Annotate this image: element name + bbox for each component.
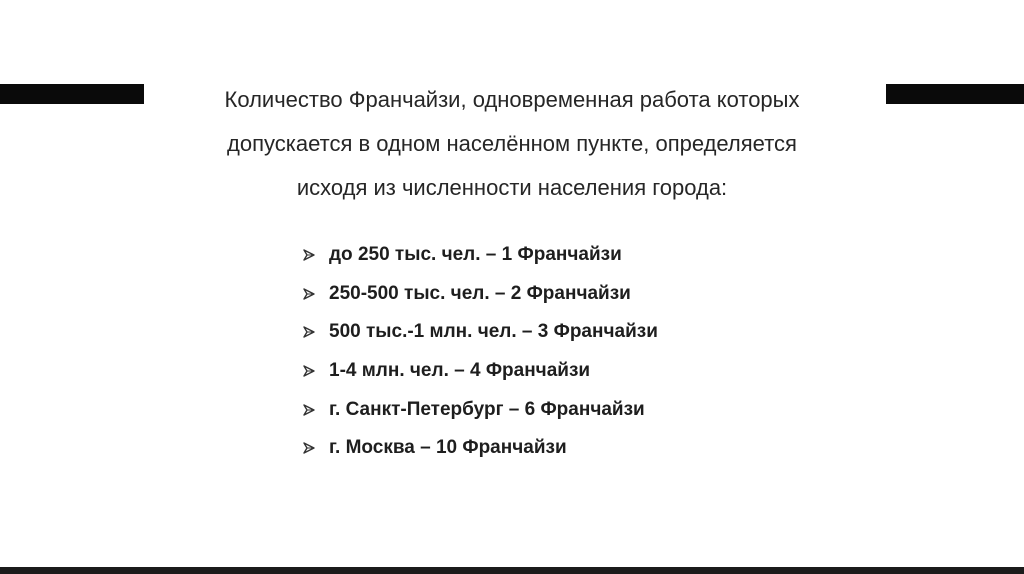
right-accent-bar: [886, 84, 1024, 104]
intro-paragraph: [160, 78, 864, 210]
arrow-bullet-icon: [300, 361, 320, 381]
list-item-text: г. Санкт-Петербург – 6 Франчайзи: [329, 398, 645, 420]
arrow-bullet-icon: [300, 284, 320, 304]
intro-line: допускается в одном населённом пункте, определяется: [227, 131, 797, 156]
arrow-bullet-icon: [300, 245, 320, 265]
list-item-text: 1-4 млн. чел. – 4 Франчайзи: [329, 360, 591, 382]
list-item: [300, 390, 658, 429]
list-item: [300, 352, 658, 391]
list-item: [300, 313, 658, 352]
bottom-border-bar: [0, 567, 1024, 574]
left-accent-bar: [0, 84, 144, 104]
list-item-text: 500 тыс.-1 млн. чел. – 3 Франчайзи: [329, 321, 658, 343]
intro-line: исходя из численности населения города:: [296, 175, 728, 200]
list-item-text: г. Москва – 10 Франчайзи: [329, 437, 567, 459]
franchise-limits-list: [300, 236, 658, 468]
list-item: [300, 236, 658, 275]
arrow-bullet-icon: [300, 438, 320, 458]
arrow-bullet-icon: [300, 322, 320, 342]
list-item: [300, 429, 658, 468]
list-item-text: 250-500 тыс. чел. – 2 Франчайзи: [329, 282, 631, 304]
list-item-text: до 250 тыс. чел. – 1 Франчайзи: [329, 244, 622, 266]
arrow-bullet-icon: [300, 400, 320, 420]
intro-line: Количество Франчайзи, одновременная работа которых: [224, 87, 800, 112]
list-item: [300, 275, 658, 314]
